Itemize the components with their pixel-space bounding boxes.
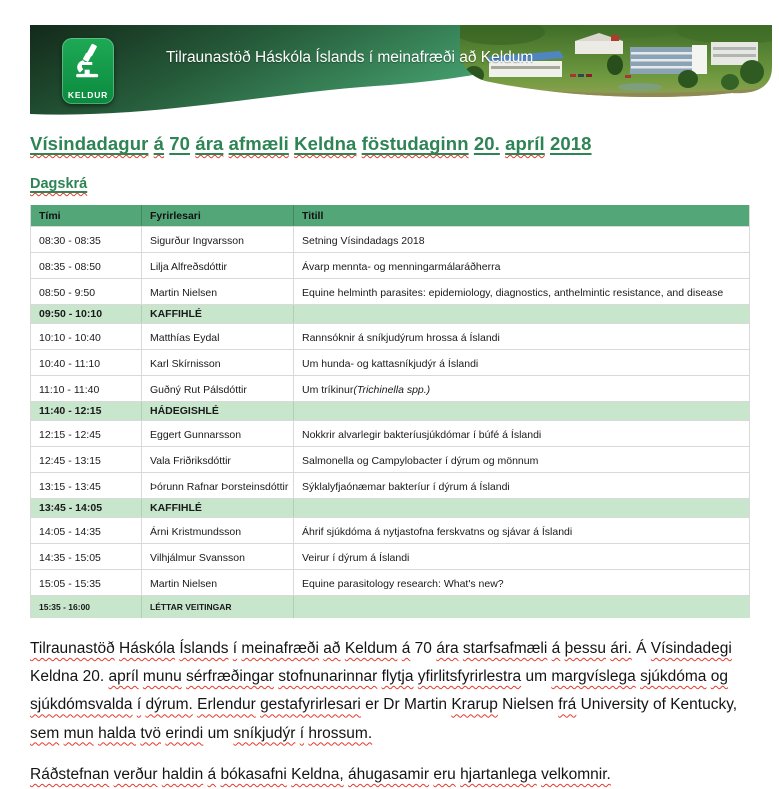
cell-break-label: KAFFIHLÉ — [141, 499, 293, 517]
cell-speaker: Þórunn Rafnar Þorsteinsdóttir — [141, 473, 293, 498]
word: Ráðstefnan — [30, 765, 110, 783]
schedule-row — [31, 472, 749, 498]
schedule-header-row — [31, 205, 749, 226]
cell-title: Veirur í dýrum á Íslandi — [293, 544, 749, 569]
schedule-row — [31, 252, 749, 278]
word: 2018 — [549, 133, 592, 154]
cell-title: Um tríkinur (Trichinella spp.) — [293, 376, 749, 401]
word: gestafyrirlesari — [260, 696, 361, 714]
word: meinafræði — [241, 640, 319, 657]
cell-speaker: Sigurður Ingvarsson — [141, 227, 293, 252]
schedule-row — [31, 517, 749, 543]
word: Martin — [403, 696, 448, 714]
word: um — [207, 724, 230, 742]
word: Dr — [383, 696, 400, 714]
cell-speaker: Martin Nielsen — [141, 570, 293, 595]
word: á — [551, 640, 561, 657]
word: er — [365, 696, 379, 714]
cell-title: Setning Vísindadags 2018 — [293, 227, 749, 252]
word: í — [232, 640, 238, 657]
word: apríl — [108, 668, 139, 686]
cell-title — [293, 596, 749, 618]
cell-time: 08:35 - 08:50 — [39, 261, 101, 273]
cell-time: 15:05 - 15:35 — [39, 578, 101, 590]
word: starfsafmæli — [462, 640, 548, 657]
schedule-break-row — [31, 304, 749, 323]
word: sníkjudýr — [233, 724, 296, 742]
word: stofnunarinnar — [278, 668, 378, 686]
word: afmæli — [228, 133, 289, 154]
cell-time: 13:15 - 13:45 — [39, 481, 101, 493]
word: 20. — [473, 133, 500, 154]
schedule-row — [31, 226, 749, 252]
word: flytja — [381, 668, 414, 686]
cell-speaker: Vilhjálmur Svansson — [141, 544, 293, 569]
word: á — [401, 640, 411, 657]
campus-photo-illustration — [455, 25, 772, 120]
schedule-row — [31, 323, 749, 349]
word: hjartanlega — [460, 765, 537, 783]
schedule-table — [30, 205, 750, 618]
word: erindi — [165, 724, 204, 742]
word: ára — [436, 640, 459, 657]
word: Dagskrá — [30, 176, 88, 192]
word: ára — [195, 133, 224, 154]
schedule-body — [31, 226, 749, 618]
paragraph — [30, 761, 742, 789]
body-text — [30, 635, 742, 789]
cell-speaker: Guðný Rut Pálsdóttir — [141, 376, 293, 401]
word: bókasafni — [220, 765, 287, 783]
word: Krarup — [451, 696, 498, 714]
column-header-time: Tími — [39, 209, 61, 222]
cell-break-label: LÉTTAR VEITINGAR — [141, 596, 293, 618]
cell-title: Sýklalyfjaónæmar bakteríur í dýrum á Íslandi — [293, 473, 749, 498]
word: of — [652, 696, 666, 714]
word: hrossum. — [308, 724, 373, 742]
word: haldin — [161, 765, 204, 783]
header-banner — [30, 25, 772, 120]
word: verður — [113, 765, 158, 783]
schedule-row — [31, 569, 749, 595]
schedule-row — [31, 446, 749, 472]
word: eru — [433, 765, 456, 783]
cell-time: 14:35 - 15:05 — [39, 552, 101, 564]
schedule-row — [31, 375, 749, 401]
cell-speaker: Eggert Gunnarsson — [141, 421, 293, 446]
cell-time: 08:50 - 9:50 — [39, 287, 96, 299]
word: munu — [142, 668, 182, 686]
column-header-speaker: Fyrirlesari — [141, 205, 293, 226]
column-header-title: Titill — [293, 205, 749, 226]
schedule-row — [31, 420, 749, 446]
microscope-icon — [71, 43, 105, 81]
cell-time: 08:30 - 08:35 — [39, 235, 101, 247]
cell-title: Nokkrir alvarlegir bakteríusjúkdómar í búfé á Íslandi — [293, 421, 749, 446]
schedule-row — [31, 543, 749, 569]
cell-time: 10:10 - 10:40 — [39, 332, 101, 344]
banner-artwork — [30, 25, 772, 120]
cell-speaker: Árni Kristmundsson — [141, 518, 293, 543]
cell-break-label: KAFFIHLÉ — [141, 305, 293, 323]
word: þessu — [564, 640, 606, 657]
word: apríl — [505, 133, 545, 154]
word: Keldum — [344, 640, 398, 657]
word: Á — [636, 640, 647, 657]
cell-title: Equine helminth parasites: epidemiology, diagnostics, anthelmintic resistance, and disease — [293, 279, 749, 304]
word: föstudaginn — [361, 133, 469, 154]
word: Keldna, — [291, 765, 344, 783]
word: sjúkdómsvalda — [30, 696, 133, 714]
cell-title — [293, 402, 749, 420]
cell-time: 10:40 - 11:10 — [39, 358, 101, 370]
word: Nielsen — [502, 696, 554, 714]
word: og — [710, 668, 728, 686]
organization-name: Tilraunastöð Háskóla Íslands í meinafræði að Keldum — [166, 49, 534, 66]
cell-title: Ávarp mennta- og menningarmálaráðherra — [293, 253, 749, 278]
cell-title: Rannsóknir á sníkjudýrum hrossa á Íslandi — [293, 324, 749, 349]
word: mun — [63, 724, 94, 742]
word: dýrum. — [145, 696, 193, 714]
word: yfirlitsfyrirlestra — [417, 668, 522, 686]
cell-title: Áhrif sjúkdóma á nytjastofna ferskvatns og sjávar á Íslandi — [293, 518, 749, 543]
word: í — [299, 724, 305, 742]
word: ári. — [610, 640, 632, 657]
cell-time: 15:35 - 16:00 — [39, 602, 91, 612]
word: Tilraunastöð — [30, 640, 115, 657]
word: að — [323, 640, 341, 657]
word: Íslands — [179, 640, 229, 657]
cell-time: 13:45 - 14:05 — [39, 502, 103, 514]
word: um — [525, 668, 547, 686]
schedule-row — [31, 278, 749, 304]
cell-speaker: Martin Nielsen — [141, 279, 293, 304]
word: halda — [98, 724, 137, 742]
word: tvö — [140, 724, 162, 742]
section-heading — [30, 176, 779, 192]
schedule-row — [31, 349, 749, 375]
word: sjúkdóma — [640, 668, 707, 686]
word: Keldna — [30, 668, 79, 686]
cell-speaker: Matthías Eydal — [141, 324, 293, 349]
cell-title: Um hunda- og kattasníkjudýr á Íslandi — [293, 350, 749, 375]
word: 20. — [82, 668, 105, 686]
cell-title: Equine parasitology research: What's new? — [293, 570, 749, 595]
cell-time: 09:50 - 10:10 — [39, 308, 103, 320]
word: 70 — [169, 133, 191, 154]
logo-text: KELDUR — [67, 90, 109, 100]
cell-title — [293, 499, 749, 517]
paragraph — [30, 635, 742, 748]
schedule-break-row — [31, 401, 749, 420]
word: á — [153, 133, 165, 154]
page-title — [30, 133, 779, 155]
cell-time: 12:15 - 12:45 — [39, 429, 101, 441]
word: Erlendur — [197, 696, 256, 714]
latin-species-name: (Trichinella spp.) — [353, 384, 431, 396]
word: University — [580, 696, 649, 714]
word: velkomnir. — [541, 765, 611, 783]
word: í — [136, 696, 142, 714]
word: frá — [558, 696, 577, 714]
word: Vísindadegi — [650, 640, 732, 657]
word: 70 — [414, 640, 432, 657]
word: áhugasamir — [348, 765, 430, 783]
word: Keldna — [294, 133, 357, 154]
cell-title — [293, 305, 749, 323]
word: á — [207, 765, 217, 783]
cell-break-label: HÁDEGISHLÉ — [141, 402, 293, 420]
word: sérfræðingar — [186, 668, 274, 686]
cell-time: 12:45 - 13:15 — [39, 455, 101, 467]
schedule-break-row — [31, 498, 749, 517]
word: Háskóla — [119, 640, 176, 657]
schedule-break-row — [31, 595, 749, 618]
word: margvíslega — [551, 668, 636, 686]
word: sem — [30, 724, 60, 742]
document-page — [0, 25, 779, 789]
keldur-logo — [62, 38, 114, 104]
cell-speaker: Vala Friðriksdóttir — [141, 447, 293, 472]
cell-speaker: Lilja Alfreðsdóttir — [141, 253, 293, 278]
word: Kentucky, — [670, 696, 738, 714]
cell-time: 14:05 - 14:35 — [39, 526, 101, 538]
cell-title: Salmonella og Campylobacter í dýrum og mönnum — [293, 447, 749, 472]
word: Vísindadagur — [30, 133, 149, 154]
cell-time: 11:40 - 12:15 — [39, 405, 102, 417]
cell-time: 11:10 - 11:40 — [39, 384, 100, 396]
cell-speaker: Karl Skírnisson — [141, 350, 293, 375]
